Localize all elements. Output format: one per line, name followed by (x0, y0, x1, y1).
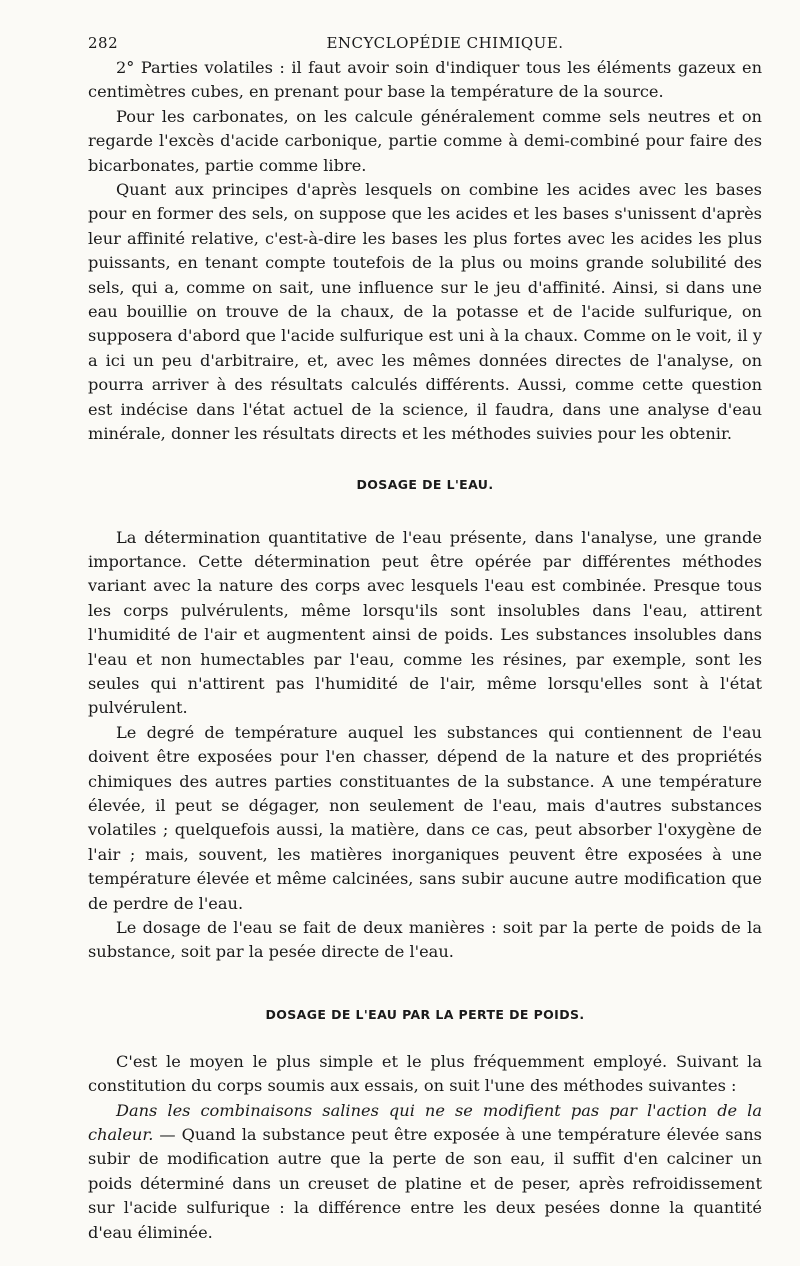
page-number: 282 (88, 34, 119, 52)
paragraph-temperature: Le degré de température auquel les substances qui contiennent de l'eau doivent être exposées pour l'en chasser, dépend de la nature et des propriétés chimiques des autres parties constituantes de la substance. A une température élevée, il peut se dégager, non seulement de l'eau, mais d'autres substances volatiles ; quelquefois aussi, la matière, dans ce cas, peut absorber l'oxygène de l'air ; mais, souvent, les matières inorganiques peuvent être exposées à une température élevée et même calcinées, sans subir aucune autre modification que de perdre de l'eau. (88, 722, 762, 913)
paragraph-water-determination: La détermination quantitative de l'eau présente, dans l'analyse, une grande importance. Cette détermination peut être opérée par différentes méthodes variant avec la nature des corps avec lesquels l'eau est combinée. Presque tous les corps pulvérulents, même lorsqu'ils sont insolubles dans l'eau, attirent l'humidité de l'air et augmentent ainsi de poids. Les substances insolubles dans l'eau et non humectables par l'eau, comme les résines, par exemple, sont les seules qui n'attirent pas l'humidité de l'air, même lorsqu'elles sont à l'état pulvérulent. (88, 527, 762, 718)
paragraph-two-methods: Le dosage de l'eau se fait de deux manières : soit par la perte de poids de la substance, soit par la pesée directe de l'eau. (88, 918, 762, 962)
paragraph-simple-method: C'est le moyen le plus simple et le plus fréquemment employé. Suivant la constitution du corps soumis aux essais, on suit l'une des méthodes suivantes : (88, 1051, 762, 1096)
saline-case-title: Dans les combinaisons salines qui ne se modifient pas par l'action de la chaleur. (88, 1100, 762, 1145)
paragraph-saline-case (88, 1099, 762, 1245)
running-head (88, 26, 762, 56)
section-heading-weight-loss: DOSAGE DE L'EAU PAR LA PERTE DE POIDS. (265, 1006, 585, 1022)
saline-case-text: — Quand la substance peut être exposée à une température élevée sans subir de modification autre que la perte de son eau, il suffit d'en calciner un poids déterminé dans un creuset de platine et de peser, après refroidissement sur l'acide sulfurique : la différence entre les deux pesées donne la quantité d'eau éliminée. (88, 1125, 762, 1242)
paragraph-carbonates: Pour les carbonates, on les calcule généralement comme sels neutres et on regarde l'excès d'acide carbonique, partie comme à demi-combiné pour faire des bicarbonates, partie comme libre. (88, 106, 762, 175)
section-heading-water-dosage: DOSAGE DE L'EAU. (356, 476, 494, 492)
paragraph-volatile-parts: 2° Parties volatiles : il faut avoir soin d'indiquer tous les éléments gazeux en centimètres cubes, en prenant pour base la température de la source. (88, 58, 762, 102)
paragraph-acids-bases: Quant aux principes d'après lesquels on combine les acides avec les bases pour en former des sels, on suppose que les acides et les bases s'unissent d'après leur affinité relative, c'est-à-dire les bases les plus fortes avec les acides les plus puissants, en tenant compte toutefois de la plus ou moins grande solubilité des sels, qui a, comme on sait, une influence sur le jeu d'affinité. Ainsi, si dans une eau bouillie on trouve de la chaux, de la potasse et de l'acide sulfurique, on supposera d'abord que l'acide sulfurique est uni à la chaux. Comme on le voit, il y a ici un peu d'arbitraire, et, avec les mêmes données directes de l'analyse, on pourra arriver à des résultats calculés différents. Aussi, comme cette question est indécise dans l'état actuel de la science, il faudra, dans une analyse d'eau minérale, donner les résultats directs et les méthodes suivies pour les obtenir. (88, 180, 762, 444)
running-title: ENCYCLOPÉDIE CHIMIQUE. (326, 34, 564, 52)
